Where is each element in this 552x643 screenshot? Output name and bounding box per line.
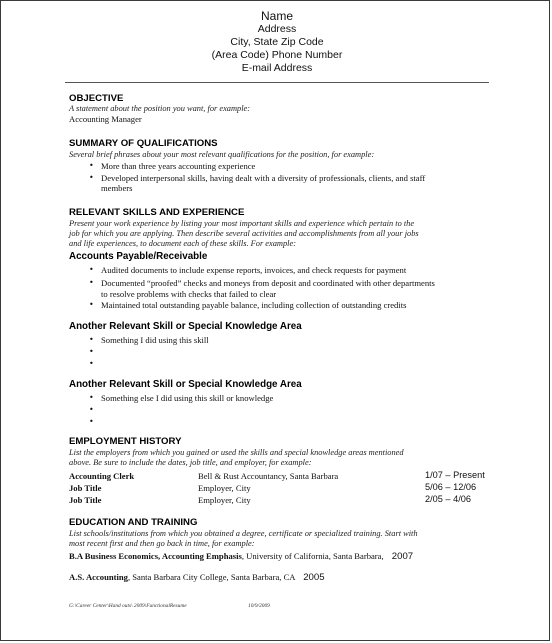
education-entry (69, 551, 413, 562)
job-dates: 2/05 – 4/06 (425, 494, 471, 504)
education-degree: B.A Business Economics, Accounting Emphasis (69, 551, 242, 561)
skill-area-title: Another Relevant Skill or Special Knowledge Area (69, 321, 302, 332)
education-degree: A.S. Accounting (69, 572, 128, 582)
education-entry (69, 572, 325, 583)
bullet-icon: • (89, 335, 94, 344)
skills-hint-line: job for which you are applying. Then describe several activities and accomplishments from all your jobs (69, 229, 419, 238)
bullet-icon: • (89, 359, 94, 368)
summary-bullet: Developed interpersonal skills, having dealt with a diversity of professionals, clients, and staff (101, 173, 426, 183)
bullet-icon: • (89, 265, 94, 274)
header-email: E-mail Address (241, 62, 313, 74)
objective-heading: OBJECTIVE (69, 93, 124, 104)
job-title: Job Title (69, 495, 102, 505)
footer-path: G:\Career Center\Hand outs\ 2009\FunctionalResume (69, 603, 187, 609)
footer-date: 10/9/2009 (248, 603, 270, 609)
job-employer: Employer, City (198, 495, 251, 505)
skill-area-title: Another Relevant Skill or Special Knowledge Area (69, 379, 302, 390)
bullet-icon: • (89, 405, 94, 414)
job-dates: 1/07 – Present (425, 470, 485, 480)
education-year: 2005 (303, 572, 325, 583)
education-hint-line: List schools/institutions from which you obtained a degree, certificate or specialized training. Start with (69, 529, 418, 538)
education-heading: EDUCATION AND TRAINING (69, 517, 198, 528)
education-school: , University of California, Santa Barbara, (241, 551, 384, 561)
employment-hint-line: List the employers from which you gained or used the skills and special knowledge areas mentioned (69, 448, 404, 457)
skill-area-title: Accounts Payable/Receivable (69, 251, 208, 262)
header-address: Address (257, 23, 297, 35)
skills-hint-line: and life experiences, to document each of these skills. For example: (69, 239, 296, 248)
job-dates: 5/06 – 12/06 (425, 482, 477, 492)
job-employer: Bell & Rust Accountancy, Santa Barbara (198, 471, 339, 481)
summary-heading: SUMMARY OF QUALIFICATIONS (69, 138, 218, 149)
header-city: City, State Zip Code (230, 36, 324, 48)
education-school: , Santa Barbara City College, Santa Barbara, CA (127, 572, 296, 582)
bullet-icon: • (89, 347, 94, 356)
job-title: Accounting Clerk (69, 471, 135, 481)
header-phone: (Area Code) Phone Number (211, 49, 343, 61)
bullet-icon: • (89, 161, 94, 170)
objective-hint: A statement about the position you want, for example: (69, 104, 251, 113)
employment-hint-line: above. Be sure to include the dates, job title, and employer, for example: (69, 458, 312, 467)
skill-bullet: Maintained total outstanding payable balance, including collection of outstanding credits (101, 300, 407, 310)
bullet-icon: • (89, 278, 94, 287)
summary-hint: Several brief phrases about your most relevant qualifications for the position, for example: (69, 150, 375, 159)
summary-bullet: More than three years accounting experience (101, 161, 256, 171)
skill-bullet-continued: to resolve problems with checks that failed to clear (101, 289, 277, 299)
header-divider (65, 82, 489, 83)
job-title: Job Title (69, 483, 102, 493)
header-name: Name (260, 9, 293, 23)
skill-bullet: Something else I did using this skill or knowledge (101, 393, 274, 403)
skill-bullet: Audited documents to include expense reports, invoices, and check requests for payment (101, 265, 407, 275)
job-employer: Employer, City (198, 483, 251, 493)
skill-bullet: Documented “proofed” checks and moneys from deposit and coordinated with other departments (101, 278, 435, 288)
education-hint-line: most recent first and then go back in time, for example: (69, 539, 255, 548)
skills-heading: RELEVANT SKILLS AND EXPERIENCE (69, 207, 245, 218)
employment-heading: EMPLOYMENT HISTORY (69, 436, 182, 447)
summary-bullet-continued: members (101, 183, 133, 193)
skills-hint-line: Present your work experience by listing your most important skills and experience which pertain to the (69, 219, 415, 228)
skill-bullet: Something I did using this skill (101, 335, 209, 345)
bullet-icon: • (89, 393, 94, 402)
objective-example: Accounting Manager (69, 114, 142, 124)
bullet-icon: • (89, 417, 94, 426)
bullet-icon: • (89, 173, 94, 182)
education-year: 2007 (391, 551, 414, 562)
bullet-icon: • (89, 300, 94, 309)
